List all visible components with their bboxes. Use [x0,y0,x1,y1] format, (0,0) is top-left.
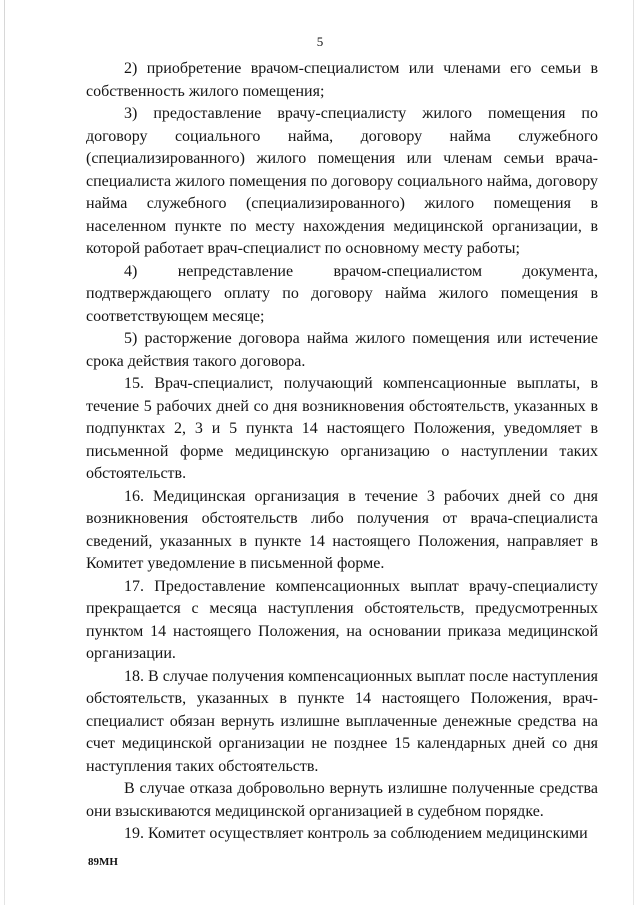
scan-edge-right [633,0,634,905]
paragraph-subitem-4: 4) непредставление врачом-специалистом документа, подтверждающего оплату по договору найма жилого помещения в соответствующем месяце; [86,262,598,325]
paragraph-item-15: 15. Врач-специалист, получающий компенсационные выплаты, в течение 5 рабочих дней со дня возникновения обстоятельств, указанных в подпунктах 2, 3 и 5 пункта 14 настоящего Положения, уведомляет в письменной форме медицинскую организацию о наступлении таких обстоятельств. [86,375,598,482]
footer-document-code: 89МН [88,856,118,868]
page-number: 5 [316,34,324,49]
paragraph-item-19: 19. Комитет осуществляет контроль за соблюдением медицинскими [124,825,588,842]
paragraph-item-17: 17. Предоставление компенсационных выплат врачу-специалисту прекращается с месяца наступления обстоятельств, предусмотренных пунктом 14 настоящего Положения, на основании приказа медицинской организации. [86,577,598,662]
document-body [86,58,598,846]
paragraph-subitem-3: 3) предоставление врачу-специалисту жилого помещения по договору социального найма, договору найма служебного (специализированного) жилого помещения или членам семьи врача-специалиста жилого помещения по договору социального найма, договору найма служебного (специализированного) жилого помещения в населенном пункте по месту нахождения медицинской организации, в которой работает врач-специалист по основному месту работы; [86,105,598,257]
paragraph-subitem-2: 2) приобретение врачом-специалистом или членами его семьи в собственность жилого помещения; [86,60,598,100]
paragraph-subitem-5: 5) расторжение договора найма жилого помещения или истечение срока действия такого договора. [86,330,598,370]
paragraph-item-18: 18. В случае получения компенсационных выплат после наступления обстоятельств, указанных в пункте 14 настоящего Положения, врач-специалист обязан вернуть излишне выплаченные денежные средства на счет медицинской организации не позднее 15 календарных дней со дня наступления таких обстоятельств. [86,667,598,775]
scan-edge-left [4,0,5,905]
paragraph-item-16: 16. Медицинская организация в течение 3 рабочих дней со дня возникновения обстоятельств либо получения от врача-специалиста сведений, указанных в пункте 14 настоящего Положения, направляет в Комитет уведомление в письменной форме. [86,487,598,572]
paragraph-refusal: В случае отказа добровольно вернуть излишне полученные средства они взыскиваются медицинской организацией в судебном порядке. [86,780,598,820]
